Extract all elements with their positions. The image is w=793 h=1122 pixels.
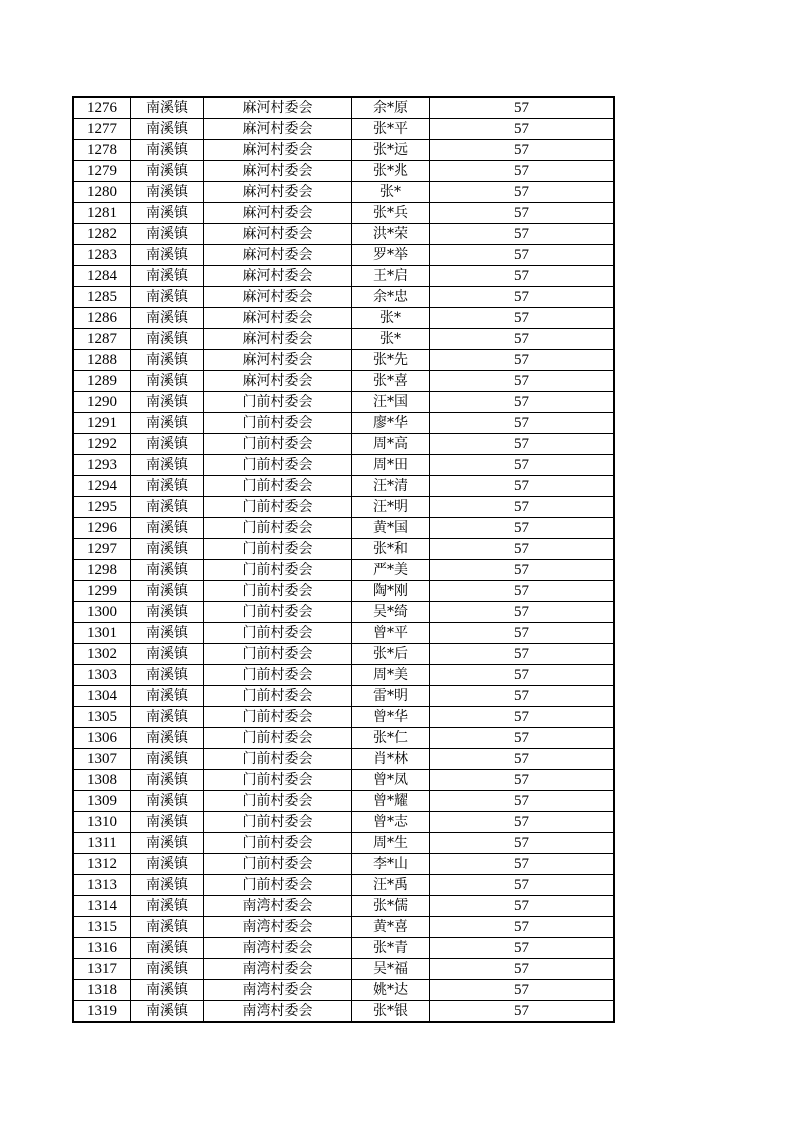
value-cell: 57: [430, 392, 615, 413]
person-name-cell: 陶*刚: [352, 581, 430, 602]
table-row: [73, 896, 614, 917]
table-row: [73, 938, 614, 959]
value-cell: 57: [430, 1001, 615, 1023]
row-number-cell: 1305: [73, 707, 131, 728]
village-committee-cell: 麻河村委会: [204, 140, 352, 161]
table-row: [73, 539, 614, 560]
town-cell: 南溪镇: [131, 896, 204, 917]
person-name-cell: 张*仁: [352, 728, 430, 749]
town-cell: 南溪镇: [131, 665, 204, 686]
table-row: [73, 497, 614, 518]
row-number-cell: 1314: [73, 896, 131, 917]
table-row: [73, 392, 614, 413]
value-cell: 57: [430, 938, 615, 959]
row-number-cell: 1288: [73, 350, 131, 371]
value-cell: 57: [430, 644, 615, 665]
table-row: [73, 812, 614, 833]
village-committee-cell: 麻河村委会: [204, 224, 352, 245]
person-name-cell: 汪*禹: [352, 875, 430, 896]
table-row: [73, 287, 614, 308]
town-cell: 南溪镇: [131, 854, 204, 875]
value-cell: 57: [430, 602, 615, 623]
row-number-cell: 1315: [73, 917, 131, 938]
row-number-cell: 1276: [73, 97, 131, 119]
village-committee-cell: 门前村委会: [204, 854, 352, 875]
town-cell: 南溪镇: [131, 455, 204, 476]
table-row: [73, 371, 614, 392]
table-row: [73, 686, 614, 707]
table-row: [73, 854, 614, 875]
village-committee-cell: 麻河村委会: [204, 119, 352, 140]
town-cell: 南溪镇: [131, 203, 204, 224]
row-number-cell: 1299: [73, 581, 131, 602]
table-row: [73, 434, 614, 455]
person-name-cell: 张*平: [352, 119, 430, 140]
person-name-cell: 汪*明: [352, 497, 430, 518]
table-row: [73, 833, 614, 854]
value-cell: 57: [430, 896, 615, 917]
village-committee-cell: 门前村委会: [204, 455, 352, 476]
row-number-cell: 1282: [73, 224, 131, 245]
table-row: [73, 875, 614, 896]
row-number-cell: 1319: [73, 1001, 131, 1023]
town-cell: 南溪镇: [131, 812, 204, 833]
value-cell: 57: [430, 245, 615, 266]
row-number-cell: 1312: [73, 854, 131, 875]
value-cell: 57: [430, 623, 615, 644]
village-committee-cell: 门前村委会: [204, 518, 352, 539]
value-cell: 57: [430, 980, 615, 1001]
person-name-cell: 余*原: [352, 97, 430, 119]
town-cell: 南溪镇: [131, 770, 204, 791]
town-cell: 南溪镇: [131, 791, 204, 812]
town-cell: 南溪镇: [131, 371, 204, 392]
value-cell: 57: [430, 560, 615, 581]
village-committee-cell: 门前村委会: [204, 875, 352, 896]
town-cell: 南溪镇: [131, 728, 204, 749]
village-committee-cell: 南湾村委会: [204, 896, 352, 917]
person-name-cell: 汪*清: [352, 476, 430, 497]
person-name-cell: 雷*明: [352, 686, 430, 707]
town-cell: 南溪镇: [131, 539, 204, 560]
town-cell: 南溪镇: [131, 266, 204, 287]
value-cell: 57: [430, 539, 615, 560]
person-name-cell: 张*青: [352, 938, 430, 959]
person-name-cell: 周*美: [352, 665, 430, 686]
table-row: [73, 245, 614, 266]
value-cell: 57: [430, 791, 615, 812]
person-name-cell: 周*田: [352, 455, 430, 476]
town-cell: 南溪镇: [131, 287, 204, 308]
town-cell: 南溪镇: [131, 308, 204, 329]
town-cell: 南溪镇: [131, 644, 204, 665]
row-number-cell: 1309: [73, 791, 131, 812]
row-number-cell: 1303: [73, 665, 131, 686]
value-cell: 57: [430, 329, 615, 350]
table-row: [73, 161, 614, 182]
village-committee-cell: 麻河村委会: [204, 350, 352, 371]
village-committee-cell: 麻河村委会: [204, 97, 352, 119]
row-number-cell: 1283: [73, 245, 131, 266]
value-cell: 57: [430, 812, 615, 833]
village-committee-cell: 门前村委会: [204, 665, 352, 686]
person-name-cell: 曾*平: [352, 623, 430, 644]
table-row: [73, 581, 614, 602]
town-cell: 南溪镇: [131, 140, 204, 161]
row-number-cell: 1302: [73, 644, 131, 665]
town-cell: 南溪镇: [131, 833, 204, 854]
town-cell: 南溪镇: [131, 161, 204, 182]
value-cell: 57: [430, 581, 615, 602]
village-committee-cell: 门前村委会: [204, 497, 352, 518]
person-name-cell: 吴*福: [352, 959, 430, 980]
row-number-cell: 1307: [73, 749, 131, 770]
roster-table-body: [73, 97, 614, 1022]
town-cell: 南溪镇: [131, 980, 204, 1001]
table-row: [73, 665, 614, 686]
row-number-cell: 1297: [73, 539, 131, 560]
person-name-cell: 张*: [352, 329, 430, 350]
person-name-cell: 曾*华: [352, 707, 430, 728]
row-number-cell: 1285: [73, 287, 131, 308]
village-committee-cell: 门前村委会: [204, 560, 352, 581]
table-row: [73, 644, 614, 665]
person-name-cell: 曾*志: [352, 812, 430, 833]
row-number-cell: 1298: [73, 560, 131, 581]
table-row: [73, 350, 614, 371]
value-cell: 57: [430, 686, 615, 707]
table-row: [73, 728, 614, 749]
value-cell: 57: [430, 224, 615, 245]
person-name-cell: 张*兆: [352, 161, 430, 182]
person-name-cell: 洪*荣: [352, 224, 430, 245]
village-committee-cell: 麻河村委会: [204, 287, 352, 308]
town-cell: 南溪镇: [131, 623, 204, 644]
table-row: [73, 770, 614, 791]
village-committee-cell: 麻河村委会: [204, 245, 352, 266]
town-cell: 南溪镇: [131, 518, 204, 539]
value-cell: 57: [430, 203, 615, 224]
table-row: [73, 959, 614, 980]
town-cell: 南溪镇: [131, 560, 204, 581]
row-number-cell: 1287: [73, 329, 131, 350]
table-row: [73, 602, 614, 623]
village-committee-cell: 麻河村委会: [204, 182, 352, 203]
person-name-cell: 张*后: [352, 644, 430, 665]
person-name-cell: 黄*喜: [352, 917, 430, 938]
town-cell: 南溪镇: [131, 581, 204, 602]
village-committee-cell: 门前村委会: [204, 476, 352, 497]
row-number-cell: 1295: [73, 497, 131, 518]
table-row: [73, 413, 614, 434]
town-cell: 南溪镇: [131, 497, 204, 518]
row-number-cell: 1290: [73, 392, 131, 413]
village-committee-cell: 门前村委会: [204, 770, 352, 791]
town-cell: 南溪镇: [131, 182, 204, 203]
village-committee-cell: 门前村委会: [204, 392, 352, 413]
table-row: [73, 308, 614, 329]
row-number-cell: 1296: [73, 518, 131, 539]
row-number-cell: 1316: [73, 938, 131, 959]
village-committee-cell: 南湾村委会: [204, 1001, 352, 1023]
value-cell: 57: [430, 455, 615, 476]
town-cell: 南溪镇: [131, 224, 204, 245]
value-cell: 57: [430, 833, 615, 854]
row-number-cell: 1277: [73, 119, 131, 140]
village-committee-cell: 门前村委会: [204, 791, 352, 812]
value-cell: 57: [430, 266, 615, 287]
value-cell: 57: [430, 140, 615, 161]
person-name-cell: 周*生: [352, 833, 430, 854]
village-committee-cell: 门前村委会: [204, 812, 352, 833]
table-row: [73, 476, 614, 497]
person-name-cell: 张*兵: [352, 203, 430, 224]
town-cell: 南溪镇: [131, 1001, 204, 1023]
table-row: [73, 266, 614, 287]
village-committee-cell: 麻河村委会: [204, 371, 352, 392]
row-number-cell: 1304: [73, 686, 131, 707]
row-number-cell: 1301: [73, 623, 131, 644]
value-cell: 57: [430, 413, 615, 434]
person-name-cell: 严*美: [352, 560, 430, 581]
value-cell: 57: [430, 476, 615, 497]
person-name-cell: 李*山: [352, 854, 430, 875]
person-name-cell: 张*: [352, 182, 430, 203]
row-number-cell: 1284: [73, 266, 131, 287]
value-cell: 57: [430, 518, 615, 539]
value-cell: 57: [430, 854, 615, 875]
row-number-cell: 1306: [73, 728, 131, 749]
value-cell: 57: [430, 707, 615, 728]
town-cell: 南溪镇: [131, 938, 204, 959]
row-number-cell: 1308: [73, 770, 131, 791]
value-cell: 57: [430, 497, 615, 518]
value-cell: 57: [430, 770, 615, 791]
table-row: [73, 917, 614, 938]
table-row: [73, 1001, 614, 1023]
village-committee-cell: 门前村委会: [204, 686, 352, 707]
town-cell: 南溪镇: [131, 119, 204, 140]
village-committee-cell: 门前村委会: [204, 434, 352, 455]
value-cell: 57: [430, 665, 615, 686]
value-cell: 57: [430, 728, 615, 749]
table-row: [73, 455, 614, 476]
person-name-cell: 周*高: [352, 434, 430, 455]
row-number-cell: 1294: [73, 476, 131, 497]
village-committee-cell: 南湾村委会: [204, 917, 352, 938]
village-committee-cell: 门前村委会: [204, 413, 352, 434]
table-row: [73, 203, 614, 224]
row-number-cell: 1278: [73, 140, 131, 161]
person-name-cell: 张*先: [352, 350, 430, 371]
value-cell: 57: [430, 434, 615, 455]
village-committee-cell: 门前村委会: [204, 833, 352, 854]
village-committee-cell: 麻河村委会: [204, 308, 352, 329]
table-row: [73, 224, 614, 245]
person-name-cell: 张*: [352, 308, 430, 329]
row-number-cell: 1280: [73, 182, 131, 203]
person-name-cell: 曾*耀: [352, 791, 430, 812]
table-row: [73, 329, 614, 350]
row-number-cell: 1281: [73, 203, 131, 224]
row-number-cell: 1310: [73, 812, 131, 833]
value-cell: 57: [430, 350, 615, 371]
village-committee-cell: 门前村委会: [204, 581, 352, 602]
person-name-cell: 张*银: [352, 1001, 430, 1023]
row-number-cell: 1300: [73, 602, 131, 623]
person-name-cell: 张*和: [352, 539, 430, 560]
town-cell: 南溪镇: [131, 434, 204, 455]
table-row: [73, 182, 614, 203]
town-cell: 南溪镇: [131, 413, 204, 434]
person-name-cell: 余*忠: [352, 287, 430, 308]
town-cell: 南溪镇: [131, 350, 204, 371]
value-cell: 57: [430, 308, 615, 329]
roster-table: [72, 96, 615, 1023]
value-cell: 57: [430, 161, 615, 182]
village-committee-cell: 门前村委会: [204, 539, 352, 560]
person-name-cell: 吴*绮: [352, 602, 430, 623]
table-row: [73, 140, 614, 161]
village-committee-cell: 麻河村委会: [204, 329, 352, 350]
town-cell: 南溪镇: [131, 959, 204, 980]
row-number-cell: 1317: [73, 959, 131, 980]
person-name-cell: 姚*达: [352, 980, 430, 1001]
person-name-cell: 张*喜: [352, 371, 430, 392]
value-cell: 57: [430, 97, 615, 119]
village-committee-cell: 麻河村委会: [204, 266, 352, 287]
row-number-cell: 1291: [73, 413, 131, 434]
village-committee-cell: 南湾村委会: [204, 959, 352, 980]
row-number-cell: 1289: [73, 371, 131, 392]
village-committee-cell: 麻河村委会: [204, 203, 352, 224]
value-cell: 57: [430, 959, 615, 980]
village-committee-cell: 门前村委会: [204, 749, 352, 770]
value-cell: 57: [430, 749, 615, 770]
value-cell: 57: [430, 119, 615, 140]
village-committee-cell: 南湾村委会: [204, 980, 352, 1001]
village-committee-cell: 麻河村委会: [204, 161, 352, 182]
town-cell: 南溪镇: [131, 707, 204, 728]
town-cell: 南溪镇: [131, 392, 204, 413]
person-name-cell: 罗*举: [352, 245, 430, 266]
table-row: [73, 97, 614, 119]
table-row: [73, 560, 614, 581]
table-row: [73, 518, 614, 539]
person-name-cell: 张*儒: [352, 896, 430, 917]
row-number-cell: 1279: [73, 161, 131, 182]
value-cell: 57: [430, 875, 615, 896]
town-cell: 南溪镇: [131, 917, 204, 938]
person-name-cell: 肖*林: [352, 749, 430, 770]
village-committee-cell: 门前村委会: [204, 728, 352, 749]
value-cell: 57: [430, 917, 615, 938]
row-number-cell: 1286: [73, 308, 131, 329]
person-name-cell: 廖*华: [352, 413, 430, 434]
village-committee-cell: 南湾村委会: [204, 938, 352, 959]
value-cell: 57: [430, 287, 615, 308]
person-name-cell: 黄*国: [352, 518, 430, 539]
person-name-cell: 曾*凤: [352, 770, 430, 791]
table-row: [73, 749, 614, 770]
town-cell: 南溪镇: [131, 97, 204, 119]
person-name-cell: 王*启: [352, 266, 430, 287]
table-row: [73, 119, 614, 140]
person-name-cell: 张*远: [352, 140, 430, 161]
town-cell: 南溪镇: [131, 749, 204, 770]
table-row: [73, 623, 614, 644]
village-committee-cell: 门前村委会: [204, 602, 352, 623]
village-committee-cell: 门前村委会: [204, 623, 352, 644]
person-name-cell: 汪*国: [352, 392, 430, 413]
row-number-cell: 1318: [73, 980, 131, 1001]
village-committee-cell: 门前村委会: [204, 707, 352, 728]
table-row: [73, 980, 614, 1001]
row-number-cell: 1293: [73, 455, 131, 476]
town-cell: 南溪镇: [131, 875, 204, 896]
town-cell: 南溪镇: [131, 686, 204, 707]
row-number-cell: 1311: [73, 833, 131, 854]
village-committee-cell: 门前村委会: [204, 644, 352, 665]
table-row: [73, 707, 614, 728]
table-row: [73, 791, 614, 812]
town-cell: 南溪镇: [131, 245, 204, 266]
town-cell: 南溪镇: [131, 329, 204, 350]
town-cell: 南溪镇: [131, 476, 204, 497]
town-cell: 南溪镇: [131, 602, 204, 623]
row-number-cell: 1292: [73, 434, 131, 455]
value-cell: 57: [430, 371, 615, 392]
value-cell: 57: [430, 182, 615, 203]
row-number-cell: 1313: [73, 875, 131, 896]
